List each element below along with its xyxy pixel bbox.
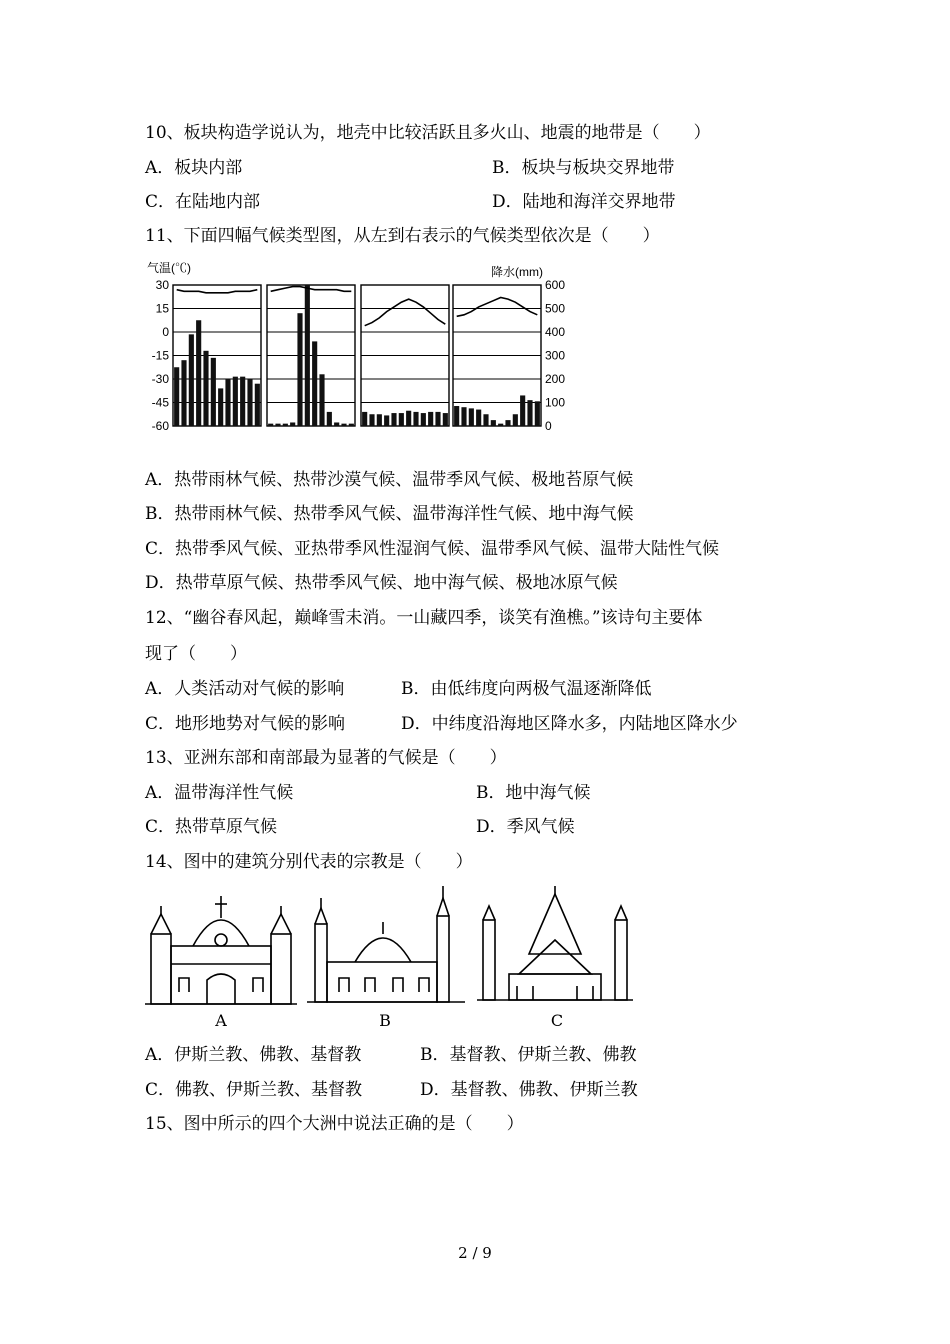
climate-panel — [361, 285, 449, 426]
climate-charts-figure — [143, 258, 575, 438]
precip-tick-label: 600 — [545, 278, 566, 292]
precip-bar — [469, 408, 474, 426]
precip-tick-label: 200 — [545, 372, 566, 386]
climate-panel — [267, 285, 355, 426]
precip-axis-label: 降水(mm) — [491, 265, 543, 279]
q12-stem-line1: 12、“幽谷春风起，巅峰雪未消。一山藏四季，谈笑有渔樵。”该诗句主要体 — [145, 608, 703, 628]
q10-option-c: C．在陆地内部 — [145, 192, 261, 212]
precip-bar — [268, 424, 273, 426]
temp-tick-label: 30 — [155, 278, 169, 292]
temp-line — [271, 287, 352, 292]
q13-stem: 13、亚洲东部和南部最为显著的气候是（ ） — [145, 748, 507, 768]
precip-bar — [391, 413, 396, 426]
precip-bar — [435, 412, 440, 426]
temp-axis-label: 气温(℃) — [147, 261, 191, 275]
precip-bar — [527, 400, 532, 426]
q10-option-b: B．板块与板块交界地带 — [492, 158, 675, 178]
precip-bar — [247, 379, 252, 426]
q15-stem: 15、图中所示的四个大洲中说法正确的是（ ） — [145, 1114, 524, 1134]
precip-bar — [513, 414, 518, 426]
q12-stem-line2: 现了（ ） — [145, 644, 247, 664]
temp-line — [365, 299, 446, 326]
q11-stem: 11、下面四幅气候类型图，从左到右表示的气候类型依次是（ ） — [145, 226, 660, 246]
q14-option-d: D．基督教、佛教、伊斯兰教 — [420, 1080, 638, 1100]
precip-bar — [406, 411, 411, 426]
precip-bar — [461, 407, 466, 426]
precip-bar — [275, 424, 280, 426]
religious-buildings-figure — [143, 884, 635, 1032]
q10-stem: 10、板块构造学说认为，地壳中比较活跃且多火山、地震的地带是（ ） — [145, 123, 711, 143]
precip-tick-label: 500 — [545, 301, 566, 316]
precip-bar — [174, 367, 179, 426]
precip-bar — [290, 422, 295, 426]
q11-option-d: D．热带草原气候、热带季风气候、地中海气候、极地冰原气候 — [145, 573, 618, 593]
climate-panel — [173, 285, 261, 426]
temp-tick-label: -45 — [151, 395, 169, 410]
precip-bar — [399, 413, 404, 426]
temp-tick-label: 15 — [155, 301, 169, 316]
q14-stem: 14、图中的建筑分别代表的宗教是（ ） — [145, 852, 473, 872]
q12-option-d: D．中纬度沿海地区降水多，内陆地区降水少 — [401, 714, 738, 734]
pagoda-building-icon — [477, 886, 633, 1000]
precip-bar — [505, 420, 510, 426]
building-label-a: A — [215, 1011, 227, 1030]
precip-bar — [498, 424, 503, 426]
precip-bar — [349, 424, 354, 426]
precip-bar — [225, 379, 230, 426]
precip-bar — [233, 377, 238, 426]
q12-option-c: C．地形地势对气候的影响 — [145, 714, 346, 734]
precip-bar — [297, 313, 302, 426]
precip-bar — [341, 424, 346, 426]
precip-tick-label: 400 — [545, 325, 566, 339]
precip-bar — [520, 395, 525, 426]
precip-bar — [362, 412, 367, 426]
precip-bar — [283, 424, 288, 426]
q12-option-a: A．人类活动对气候的影响 — [145, 679, 345, 699]
church-building-icon — [145, 896, 297, 1004]
q11-option-c: C．热带季风气候、亚热带季风性湿润气候、温带季风气候、温带大陆性气候 — [145, 539, 720, 559]
temp-line — [177, 290, 258, 293]
q14-option-b: B．基督教、伊斯兰教、佛教 — [420, 1045, 637, 1065]
precip-tick-labels — [545, 278, 565, 433]
precip-bar — [203, 351, 208, 426]
q11-option-a: A．热带雨林气候、热带沙漠气候、温带季风气候、极地苔原气候 — [145, 470, 634, 490]
q10-option-d: D．陆地和海洋交界地带 — [492, 192, 676, 212]
precip-bar — [334, 422, 339, 426]
precip-bar — [384, 415, 389, 426]
q13-option-c: C．热带草原气候 — [145, 817, 278, 837]
q10-option-a: A．板块内部 — [145, 158, 243, 178]
temp-tick-labels — [152, 278, 170, 433]
q13-option-a: A．温带海洋性气候 — [145, 783, 294, 803]
precip-bar — [421, 413, 426, 426]
precip-bar — [211, 358, 216, 426]
precip-bar — [240, 377, 245, 426]
precip-tick-label: 300 — [545, 348, 566, 363]
precip-bar — [535, 401, 540, 426]
precip-bar — [443, 413, 448, 426]
precip-bar — [491, 420, 496, 426]
precip-bar — [181, 360, 186, 426]
precip-bar — [483, 414, 488, 426]
precip-bar — [319, 374, 324, 426]
precip-bar — [255, 384, 260, 426]
precip-tick-label: 0 — [545, 419, 552, 433]
q14-option-a: A．伊斯兰教、佛教、基督教 — [145, 1045, 362, 1065]
temp-tick-label: -30 — [151, 372, 169, 386]
precip-bar — [476, 410, 481, 426]
q13-option-d: D．季风气候 — [476, 817, 575, 837]
precip-tick-label: 100 — [545, 395, 566, 410]
q14-option-c: C．佛教、伊斯兰教、基督教 — [145, 1080, 363, 1100]
precip-bar — [196, 320, 201, 426]
precip-bar — [377, 414, 382, 426]
page-number: 2 / 9 — [458, 1244, 492, 1262]
q11-option-b: B．热带雨林气候、热带季风气候、温带海洋性气候、地中海气候 — [145, 504, 634, 524]
precip-bar — [413, 412, 418, 426]
temp-tick-label: -60 — [151, 419, 169, 433]
q12-option-b: B．由低纬度向两极气温逐渐降低 — [401, 679, 652, 699]
precip-bar — [312, 341, 317, 426]
q13-option-b: B．地中海气候 — [476, 783, 591, 803]
building-label-c: C — [550, 1011, 564, 1030]
precip-bar — [305, 285, 310, 426]
precip-bar — [369, 414, 374, 426]
precip-bar — [454, 406, 459, 426]
precip-bar — [189, 334, 194, 426]
temp-tick-label: -15 — [151, 348, 169, 363]
precip-bar — [327, 412, 332, 426]
climate-panel — [453, 285, 541, 426]
temp-line — [457, 298, 538, 317]
temp-tick-label: 0 — [162, 325, 169, 339]
precip-bar — [218, 388, 223, 426]
climate-panels — [173, 285, 541, 426]
mosque-building-icon — [307, 886, 465, 1002]
building-label-b: B — [379, 1011, 391, 1030]
precip-bar — [428, 412, 433, 426]
